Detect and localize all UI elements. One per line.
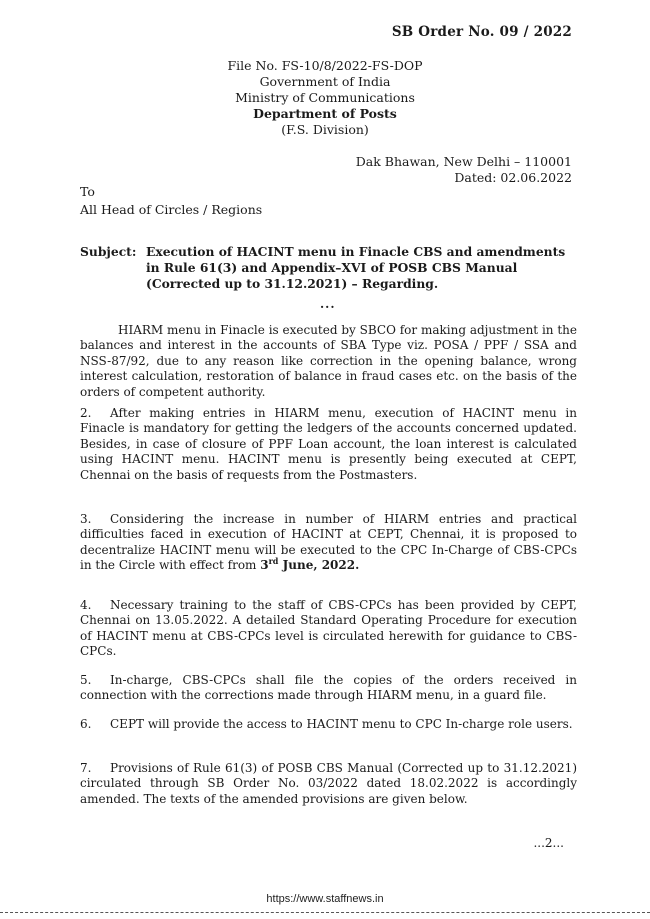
- date: Dated: 02.06.2022: [454, 170, 572, 185]
- addressee-block: [80, 183, 262, 219]
- paragraph-5-number: 5.: [80, 673, 92, 687]
- paragraph-3-day: 3: [260, 558, 269, 573]
- paragraph-3-date: [260, 558, 359, 572]
- paragraph-5-text: In-charge, CBS-CPCs shall file the copies of the orders received in connection with the corrections made through HIARM menu, in a guard file.: [80, 673, 577, 703]
- paragraph-1: [80, 323, 577, 400]
- letter-header: [200, 58, 450, 138]
- place: Dak Bhawan, New Delhi – 110001: [355, 154, 572, 169]
- page-continuation: ...2...: [533, 836, 564, 850]
- paragraph-3-text: Considering the increase in number of HIARM entries and practical difficulties faced in execution of HACINT at CEPT, Chennai, it is proposed to decentralize HACINT menu will be executed to the CPC In-Charge of CBS-CPCs in the Circle with effect from: [80, 512, 577, 573]
- government-name: Government of India: [259, 74, 391, 89]
- place-date-block: [356, 154, 572, 186]
- department-name: Department of Posts: [253, 106, 397, 121]
- paragraph-7: [80, 761, 577, 807]
- order-number: SB Order No. 09 / 2022: [391, 24, 572, 40]
- paragraph-1-text: HIARM menu in Finacle is executed by SBCO for making adjustment in the balances and interest in the accounts of SBA Type viz. POSA / PPF / SSA and NSS-87/92, due to any reason like correction in the opening balance, wrong interest calculation, restoration of balance in fraud cases etc. on the basis of the orders of competent authority.: [80, 323, 577, 399]
- file-number: File No. FS-10/8/2022-FS-DOP: [227, 58, 423, 73]
- paragraph-4: [80, 598, 577, 660]
- footer-url: https://www.staffnews.in: [266, 893, 384, 905]
- subject-label: Subject:: [80, 244, 137, 259]
- paragraph-2-text: After making entries in HIARM menu, execution of HACINT menu in Finacle is mandatory for getting the ledgers of the accounts concerned updated. Besides, in case of closure of PPF Loan account, the loan interest is calculated using HACINT menu. HACINT menu is presently being executed at CEPT, Chennai on the basis of requests from the Postmasters.: [80, 406, 577, 482]
- subject-block: [80, 244, 580, 292]
- paragraph-2-number: 2.: [80, 406, 92, 420]
- addressee: All Head of Circles / Regions: [80, 202, 263, 217]
- paragraph-3: [80, 512, 577, 574]
- paragraph-5: [80, 673, 577, 704]
- paragraph-6-number: 6.: [80, 717, 92, 731]
- paragraph-4-text: Necessary training to the staff of CBS-CPCs has been provided by CEPT, Chennai on 13.05.2022. A detailed Standard Operating Procedure for execution of HACINT menu at CBS-CPCs level is circulated herewith for guidance to CBS-CPCs.: [80, 598, 577, 659]
- paragraph-2: [80, 406, 577, 483]
- footer-divider: [0, 912, 650, 913]
- paragraph-3-number: 3.: [80, 512, 92, 526]
- ministry-name: Ministry of Communications: [235, 90, 415, 105]
- paragraph-6: [80, 717, 577, 732]
- paragraph-3-month: June, 2022.: [278, 558, 360, 573]
- paragraph-4-number: 4.: [80, 598, 92, 612]
- paragraph-7-number: 7.: [80, 761, 92, 775]
- paragraph-3-sup: rd: [268, 556, 279, 567]
- subject-text: Execution of HACINT menu in Finacle CBS and amendments in Rule 61(3) and Appendix–XVI of POSB CBS Manual (Corrected up to 31.12.2021) – Regarding.: [146, 244, 566, 291]
- paragraph-6-text: CEPT will provide the access to HACINT menu to CPC In-charge role users.: [110, 717, 573, 731]
- to-label: To: [80, 184, 95, 199]
- separator-dots: ...: [320, 297, 336, 311]
- division-name: (F.S. Division): [281, 122, 369, 137]
- paragraph-7-text: Provisions of Rule 61(3) of POSB CBS Manual (Corrected up to 31.12.2021) circulated through SB Order No. 03/2022 dated 18.02.2022 is accordingly amended. The texts of the amended provisions are given below.: [80, 761, 577, 806]
